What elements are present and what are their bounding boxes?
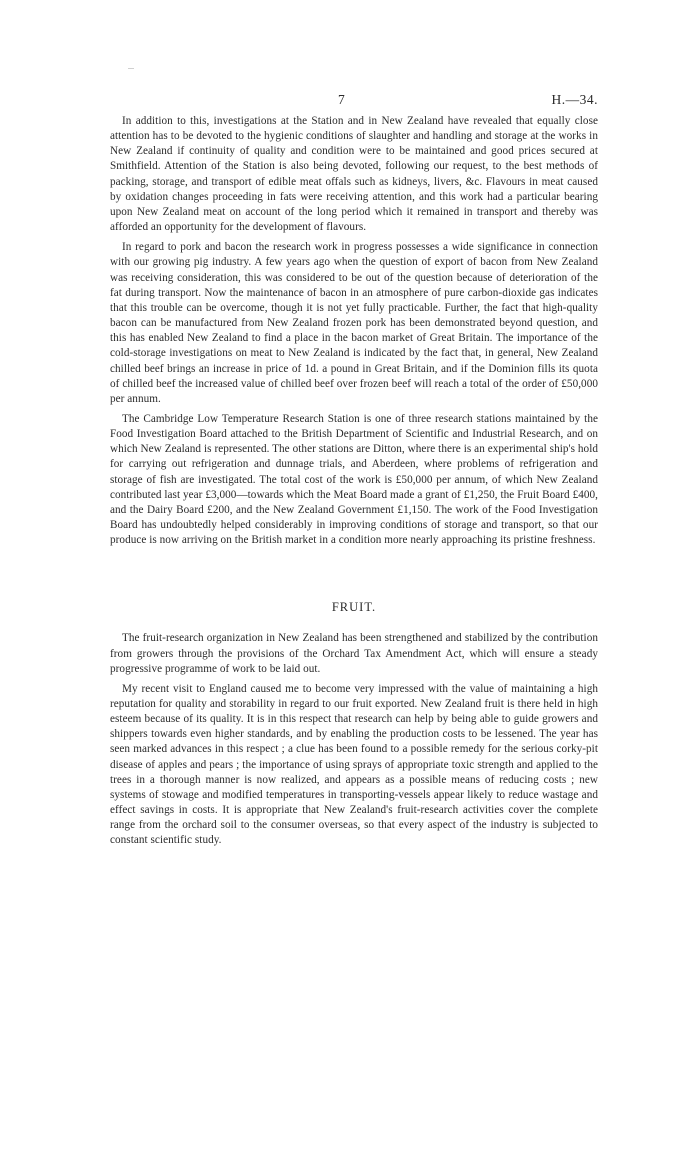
section-meat-research <box>110 114 598 548</box>
scan-mark <box>128 68 134 69</box>
document-page <box>110 92 598 849</box>
paragraph: In regard to pork and bacon the research work in progress possesses a wide significance in connection with our growing pig industry. A few years ago when the question of export of bacon from New Zealand was receiving consideration, this was considered to be out of the question because of deterioration of the fat during transport. Now the maintenance of bacon in an atmosphere of pure carbon-dioxide gas indicates that this trouble can be overcome, though it is not yet fully practicable. Further, the fact that high-quality bacon can be manufactured from New Zealand frozen pork has been demonstrated beyond question, and this has enabled New Zealand to find a place in the bacon market of Great Britain. The importance of the cold-storage investigations on meat to New Zealand is indicated by the fact that, in general, New Zealand chilled beef brings an increase in price of 1d. a pound in Great Britain, and if the Dominion fills its quota of chilled beef the increased value of chilled beef over frozen beef will reach a total of the order of £50,000 per annum. <box>110 241 598 405</box>
document-reference: H.—34. <box>551 92 598 107</box>
page-number: 7 <box>338 92 345 107</box>
section-heading-fruit: FRUIT. <box>331 600 377 615</box>
section-fruit <box>110 600 598 848</box>
paragraph: My recent visit to England caused me to become very impressed with the value of maintaining a high reputation for quality and storability in regard to our fruit exported. New Zealand fruit is there held in high esteem because of its quality. It is in this respect that research can help by being able to guide growers and shippers towards even higher standards, and by enabling the production costs to be lessened. The year has seen marked advances in this respect ; a clue has been found to a possible remedy for the serious corky-pit disease of apples and pears ; the importance of using sprays of appropriate toxic strength and applied to the trees in a thorough manner is now realized, and appears as a possible means of reducing costs ; new systems of stowage and modified temperatures in transporting-vessels appear likely to reduce wastage and effect savings in costs. It is appropriate that New Zealand's fruit-research activities cover the complete range from the orchard soil to the consumer overseas, so that every aspect of the industry is subjected to constant scientific study. <box>110 682 598 847</box>
paragraph: In addition to this, investigations at the Station and in New Zealand have revealed that equally close attention has to be devoted to the hygienic conditions of slaughter and handling and storage at the works in New Zealand if continuity of quality and condition were to be maintained and good prices secured at Smithfield. Attention of the Station is also being devoted, following our request, to the best methods of packing, storage, and transport of edible meat offals such as kidneys, livers, &c. Flavours in meat caused by oxidation changes proceeding in fats were receiving attention, and this work had a particular bearing upon New Zealand meat on account of the long period which it remained in transport and thereby was afforded an opportunity for the development of flavours. <box>110 115 598 234</box>
page-header <box>110 92 598 114</box>
paragraph: The fruit-research organization in New Zealand has been strengthened and stabilized by the contribution from growers through the provisions of the Orchard Tax Amendment Act, which will ensure a steady progressive programme of work to be laid out. <box>110 632 598 675</box>
paragraph: The Cambridge Low Temperature Research Station is one of three research stations maintained by the Food Investigation Board attached to the British Department of Scientific and Industrial Research, and on which New Zealand is represented. The other stations are Ditton, where there is an experimental ship's hold for carrying out refrigeration and dunnage trials, and Aberdeen, where problems of refrigeration and storage of fish are investigated. The total cost of the work is £50,000 per annum, of which New Zealand contributed last year £3,000—towards which the Meat Board made a grant of £1,250, the Fruit Board £400, and the Dairy Board £200, and the New Zealand Government £1,150. The work of the Food Investigation Board has undoubtedly helped considerably in improving conditions of storage and transport, so that our produce is now arriving on the British market in a condition more nearly approaching its pristine freshness. <box>110 412 598 547</box>
